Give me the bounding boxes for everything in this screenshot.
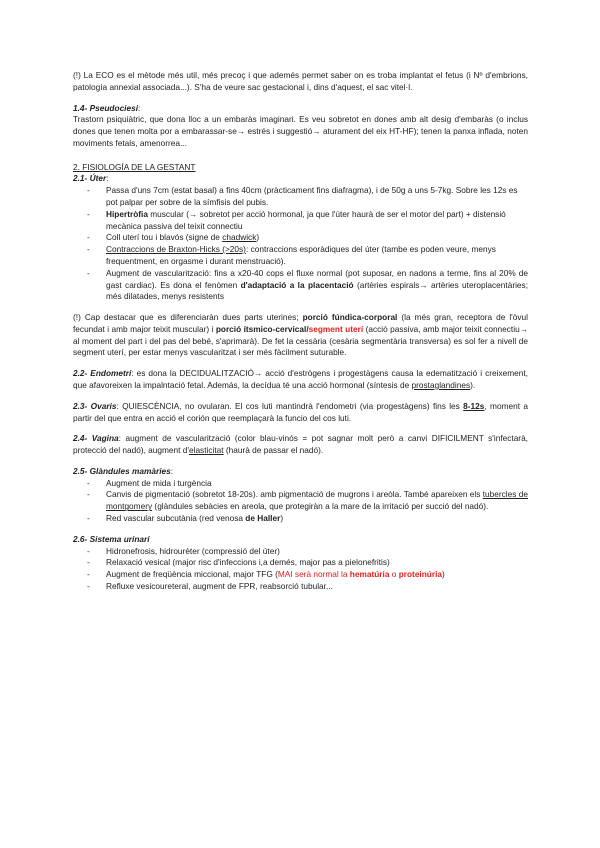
hypertrophy-bold: Hipertròfia bbox=[106, 208, 148, 219]
list-item bbox=[87, 209, 528, 233]
uter-title: 2.1- Úter bbox=[73, 173, 107, 184]
list-item: - Relaxació vesical (major risc d'infeccions i,a demés, major pas a pielonefritis) bbox=[87, 557, 528, 569]
vagina-title: 2.4- Vagina bbox=[73, 433, 119, 444]
red-vascular-text: Red vascular subcutània (red venosa bbox=[106, 513, 246, 523]
list-item bbox=[87, 244, 528, 268]
uter-heading bbox=[73, 173, 528, 185]
coll-end: ) bbox=[256, 232, 260, 243]
urinari-list bbox=[73, 546, 528, 593]
hematuria-red: hematúria bbox=[349, 569, 390, 580]
section-2-title: 2. FISIOLOGÍA DE LA GESTANT bbox=[73, 161, 196, 172]
mai-red: MAI serà normal la bbox=[277, 569, 350, 580]
list-item bbox=[87, 569, 528, 581]
weeks-bold-underline: 8-12s bbox=[463, 400, 485, 411]
vasc-bold: d'adaptació a la placentació bbox=[240, 279, 354, 290]
ovaris-paragraph bbox=[73, 401, 528, 425]
porcio-fundica-bold: porció fúndica-corporal bbox=[302, 312, 398, 323]
list-item: - Refluxe vesicoureteral, augment de FPR, reabsorció tubular... bbox=[87, 581, 528, 593]
vasc-text: Augment de vascularització: fins a x20-40 cops el fluxe normal (pot suposar, en nadons a terme, fins al 20% de gast cardiac). Es dona el fenòmen bbox=[106, 267, 528, 290]
vagina-t2: (haurà de passar el nadó). bbox=[223, 445, 324, 456]
glandules-list bbox=[73, 478, 528, 525]
chadwick-underline: chadwick bbox=[222, 232, 257, 243]
pseudociesi-colon: : bbox=[138, 102, 141, 113]
coll-text: Coll uterí tou i blavós (signe de bbox=[106, 232, 223, 243]
pseudociesi-title: 1.4- Pseudociesi bbox=[73, 102, 139, 113]
tfg-text: Augment de freqüència miccional, major TFG ( bbox=[106, 569, 278, 580]
pigment-text: Canvis de pigmentació (sobretot 18-20s). amb pigmentació de mugrons i areòla. També apareixen els bbox=[106, 489, 483, 500]
urinari-title: 2.6- Sistema urinari bbox=[73, 533, 150, 544]
ovaris-t2: , moment a partir del que entra en acció el corión que reemplaçarà la funcio del cos luti. bbox=[73, 400, 528, 423]
pseudociesi-text: Trastorn psiquiàtric, que dona lloc a un embaràs imaginari. Es veu sobretot en dones amb alt desig d'embaràs (o inclus dones que tenen molta por a embarassar-se→ estrés i suggestió→ aturament del eix HT-HF); tenen la panxa inflada, noten moviments fetals, amenorrea... bbox=[73, 114, 528, 148]
elasticitat-underline: elasticitat bbox=[188, 445, 224, 456]
glandules-heading bbox=[73, 466, 528, 478]
list-item: - Augment de mida i turgència bbox=[87, 478, 528, 490]
porcio-paragraph bbox=[73, 312, 528, 359]
list-item bbox=[87, 513, 528, 525]
glandules-colon: : bbox=[170, 465, 174, 476]
document-page bbox=[73, 70, 528, 593]
hypertrophy-text: muscular (→ sobretot per acció hormonal, ja que l'úter haurà de ser el motor del part) + distensió mecànica passiva del teixit connectiu bbox=[106, 208, 506, 231]
glandules-title: 2.5- Glàndules mamàries bbox=[73, 465, 171, 476]
urinari-heading bbox=[73, 534, 528, 546]
prostaglandines-underline: prostaglandines bbox=[411, 379, 471, 390]
segment-uteri-red: segment uterí bbox=[308, 323, 364, 334]
porcio-t3: (acció passiva, amb major teixit connectiu→ al moment del part i del pas del bebé, s'aprimarà). De fet la cessària (cesària segmentària transversa) es sol fer a nivell de segment uterí, per estar menys vascularitzat i ser més fàcilment suturable. bbox=[73, 323, 528, 358]
pseudociesi-heading bbox=[73, 103, 528, 115]
vagina-paragraph bbox=[73, 433, 528, 457]
haller-bold: de Haller bbox=[245, 513, 281, 523]
o-red: o bbox=[389, 569, 399, 580]
endometri-title: 2.2- Endometri bbox=[73, 368, 132, 379]
porcio-t2: (la més gran, receptora de l'òvul fecundat i amb major teixit muscular) i bbox=[73, 312, 528, 334]
list-item bbox=[87, 232, 528, 244]
montgomery-underline: tubercles de montgomery bbox=[106, 489, 528, 512]
pseudociesi-section bbox=[73, 103, 528, 150]
list-item bbox=[87, 489, 528, 513]
ovaris-title: 2.3- Ovaris bbox=[73, 400, 117, 411]
tfg-end: ) bbox=[442, 569, 445, 580]
porcio-t1: (!) Cap destacar que es diferenciaràn dues parts uterines; bbox=[73, 312, 303, 323]
uter-list bbox=[73, 185, 528, 303]
vasc-end: (artèries espirals→ artèries uteroplacentàries; més dilatades, menys resistents bbox=[106, 279, 528, 302]
endometri-t2: ). bbox=[470, 379, 476, 390]
ovaris-t1: : QUIESCÈNCIA, no ovularan. El cos luti mantindrà l'endometri (via progestàgens) fins les bbox=[116, 400, 464, 411]
pigment-end: (glàndules sebàcies en areola, que protegiràn a la mare de la irritació per succió del nadó). bbox=[152, 501, 489, 512]
uter-colon: : bbox=[106, 173, 109, 184]
red-vascular-end: ) bbox=[280, 513, 284, 523]
braxton-hicks-text: : contraccions esporàdiques del úter (tambe es poden veure, menys frequentment, en orgasme i durant menstruació). bbox=[106, 244, 496, 266]
list-item: - Passa d'uns 7cm (estat basal) a fins 40cm (pràcticament fins diafragma), i de 50g a uns 5-7kg. Sobre les 12s es pot palpar per sobre de la símfisis del pubis. bbox=[87, 185, 528, 209]
eco-paragraph: (!) La ECO es el mètode més util, més precoç i que ademés permet saber on es troba implantat el fetus (i Nº d'embrions, patología annexial associada...). S'ha de veure sac gestacional i, dins d'aquest, el sac vitel·l. bbox=[73, 70, 528, 92]
list-item bbox=[87, 268, 528, 303]
endometri-paragraph bbox=[73, 368, 528, 392]
list-item: - Hidronefrosis, hidrourèter (compressió del úter) bbox=[87, 546, 528, 558]
porcio-itsmico-bold: porció ítsmico-cervical bbox=[215, 323, 307, 334]
proteinuria-red: proteinúria bbox=[398, 569, 443, 580]
porcio-sep: / bbox=[306, 323, 309, 334]
vagina-t1: : augment de vascularització (color blau-vinós = pot sagnar molt però a canvi DIFICILMENT s'infectarà, protecció del nadó), augment d' bbox=[73, 433, 528, 456]
endometri-t1: : es dona la DECIDUALITZACIÓ→ acció d'estrògens i progestàgens causa la edematització i creixement, que afavoreixen la impalntació fetal. Además, la decídua té una acció hormonal (síntesis de bbox=[73, 368, 528, 390]
braxton-hicks-underline: Contraccions de Braxton-Hicks (>20s) bbox=[106, 244, 246, 255]
